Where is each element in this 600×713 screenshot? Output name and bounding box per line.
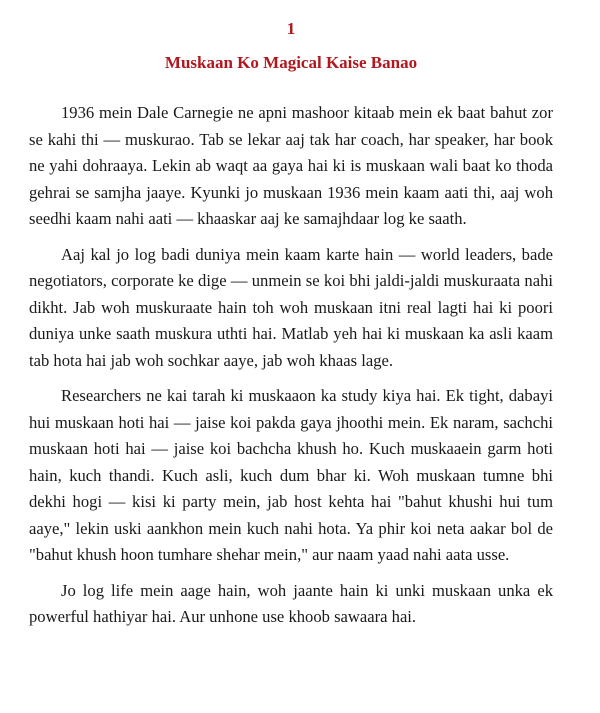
paragraph-1: 1936 mein Dale Carnegie ne apni mashoor kitaab mein ek baat bahut zor se kahi thi — muskurao. Tab se lekar aaj tak har coach, har speaker, har book ne yahi dohraaya. Lekin ab waqt aa gaya hai ki is muskaan wali baat ko thoda gehrai se samjha jaaye. Kyunki jo muskaan 1936 mein kaam aati thi, aaj woh seedhi kaam nahi aati — khaaskar aaj ke samajhdaar log ke saath. [29,103,553,228]
paragraph-4: Jo log life mein aage hain, woh jaante hain ki unki muskaan unka ek powerful hathiyar hai. Aur unhone use khoob sawaara hai. [29,580,553,626]
chapter-title: Muskaan Ko Magical Kaise Banao [164,53,418,72]
paragraph-3: Researchers ne kai tarah ki muskaaon ka study kiya hai. Ek tight, dabayi hui muskaan hoti hai — jaise koi pakda gaya jhoothi mein. Ek naram, sachchi muskaan hoti hai — jaise koi bachcha khush ho. Kuch muskaaein garm hoti hain, kuch thandi. Kuch asli, kuch dum bhar ki. Woh muskaan tumne bhi dekhi hogi — kisi ki party mein, jab host kehta hai "bahut khushi hui tum aaye," lekin uski aankhon mein kuch nahi hota. Ya phir koi neta aakar bol de "bahut khush hoon tumhare shehar mein," aur naam yaad nahi aata usse. [29,386,553,564]
chapter-number: 1 [286,19,296,38]
paragraph-2: Aaj kal jo log badi duniya mein kaam karte hain — world leaders, bade negotiators, corporate ke dige — unmein se koi bhi jaldi-jaldi muskuraata nahi dikht. Jab woh muskuraate hain toh woh muskaan itni real lagti hai ki poori duniya unke saath muskura uthti hai. Matlab yeh hai ki muskaan ka asli kaam tab hota hai jab woh sochkar aaye, jab woh khaas lage. [29,244,553,370]
